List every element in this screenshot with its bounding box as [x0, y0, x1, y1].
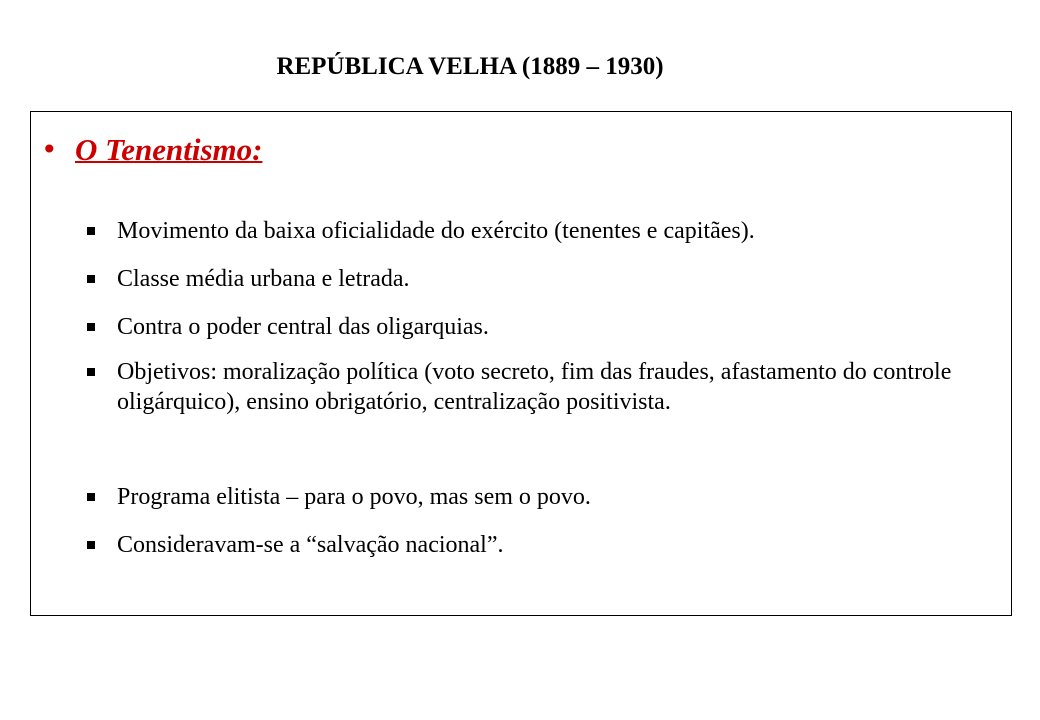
square-bullet-icon	[87, 493, 95, 501]
square-bullet-icon	[87, 323, 95, 331]
square-bullet-icon	[87, 368, 95, 376]
list-item-text: Classe média urbana e letrada.	[117, 266, 410, 292]
list-item	[87, 264, 987, 294]
list-item	[87, 312, 987, 342]
square-bullet-icon	[87, 275, 95, 283]
section-heading-text: O Tenentismo:	[75, 132, 263, 167]
square-bullet-icon	[87, 541, 95, 549]
list-item	[87, 357, 987, 417]
square-bullet-icon	[87, 227, 95, 235]
list-item	[87, 530, 987, 560]
slide-title: REPÚBLICA VELHA (1889 – 1930)	[276, 53, 664, 80]
list-item-text: Contra o poder central das oligarquias.	[117, 314, 489, 340]
list-item-text: Consideravam-se a “salvação nacional”.	[117, 532, 504, 558]
list-item-text: Programa elitista – para o povo, mas sem o povo.	[117, 484, 591, 510]
list-item	[87, 216, 987, 246]
round-bullet-icon: •	[41, 133, 58, 166]
list-item-text: Objetivos: moralização política (voto secreto, fim das fraudes, afastamento do controle oligárquico), ensino obrigatório, centralização positivista.	[117, 359, 952, 415]
list-item-text: Movimento da baixa oficialidade do exército (tenentes e capitães).	[117, 218, 755, 244]
list-item	[87, 482, 987, 512]
content-box	[30, 111, 1012, 616]
